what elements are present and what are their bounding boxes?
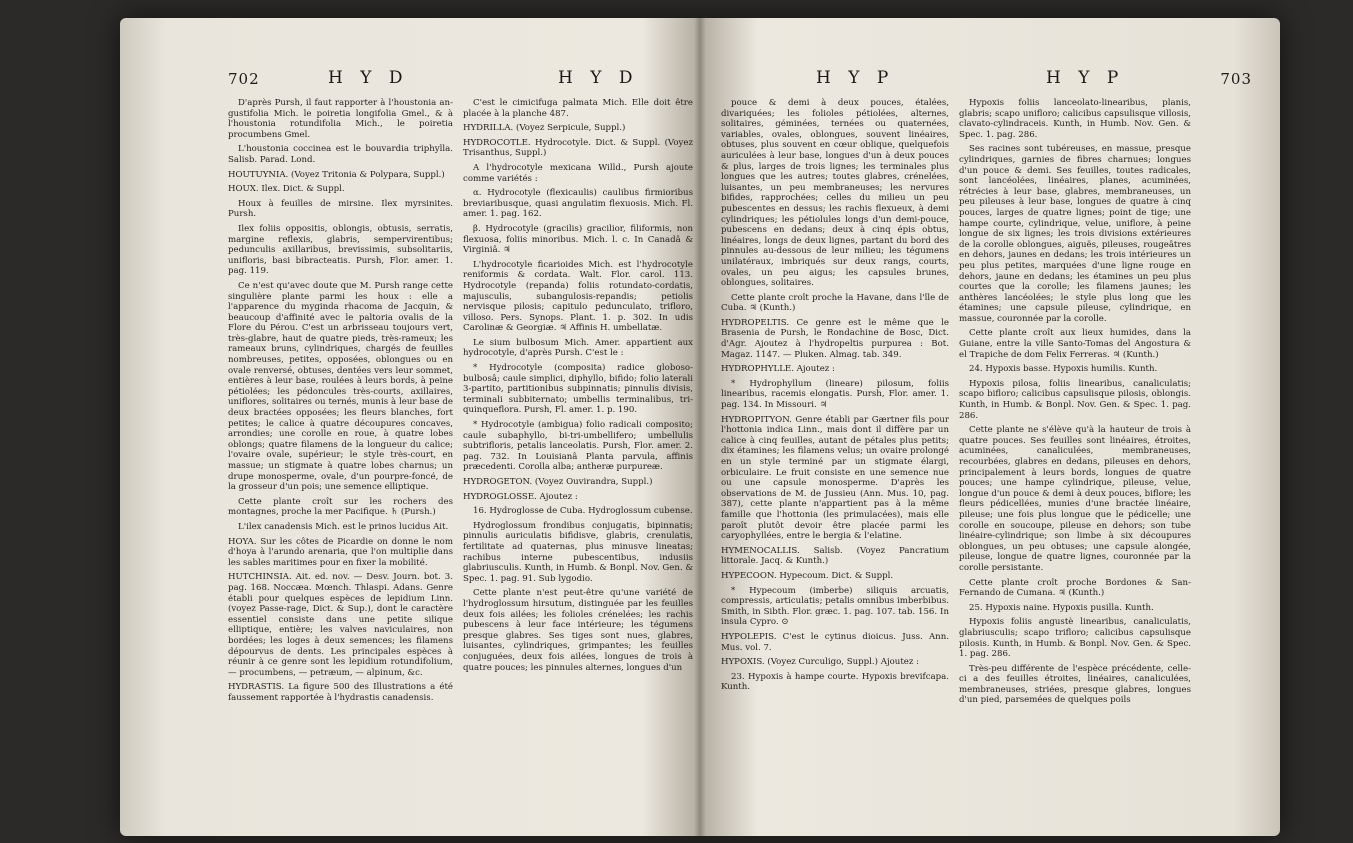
paragraph: L'houstonia coccinea est le bouvardia triphylla. Salisb. Parad. Lond. bbox=[228, 144, 453, 165]
paragraph: Cette plante ne s'élève qu'à la hauteur de trois à quatre pouces. Ses feuilles sont linéaires, étroites, acuminées, canaliculées, membraneuses, recourbées, glabres en dedans, pileuses en dehors, principalement à leurs bords, longues de quatre pouces; une hampe cylindrique, pileuse, velue, longue d'un pouce & demi à deux pouces, biflore; les fleurs pédicellées, munies d'une bractée linéaire, pileuse; une fois plus longue que le pédicelle; une corolle en soucoupe, pileuse en dehors; son tube linéaire-cylindrique; son limbe à six découpures oblongues, un peu obtuses; une capsule alongée, pileuse, longue de quatre lignes, couronnée par la corolle persistante. bbox=[959, 425, 1191, 573]
paragraph: 24. Hypoxis basse. Hypoxis humilis. Kunth. bbox=[969, 364, 1158, 375]
paragraph: HYMENOCALLIS. Salisb. (Voyez Pancratium littorale. Jacq. & Kunth.) bbox=[721, 545, 949, 567]
paragraph: HYDROPELTIS. Ce genre est le même que le Brasenia de Pursh, le Rondachine de Bosc, Dict. d'Agr. Ajoutez à l'hydropeltis purpurea : Bot. Magaz. 1147. — Pluken. Almag. tab. 349. bbox=[721, 317, 949, 360]
running-head-left bbox=[128, 68, 698, 98]
paragraph: Cette plante croît proche Bordones & San-Fernando de Cumana. ♃ (Kunth.) bbox=[959, 577, 1191, 599]
paragraph: A l'hydrocotyle mexicana Willd., Pursh ajoute comme variétés : bbox=[463, 162, 693, 184]
paragraph: 25. Hypoxis naine. Hypoxis pusilla. Kunth. bbox=[969, 602, 1154, 613]
paragraph: Hypoxis pilosa, foliis linearibus, canaliculatis; scapo bifloro; calicibus capsulisque pilosis, oblongis. Kunth, in Humb. & Bonpl. Nov. Gen. & Spec. 1. pag. 286. bbox=[959, 378, 1191, 421]
running-head-right bbox=[706, 68, 1272, 98]
running-head-word: H Y P bbox=[816, 68, 895, 88]
paragraph: C'est le cimicifuga palmata Mich. Elle doit être placée à la planche 487. bbox=[463, 98, 693, 119]
paragraph: Cette plante croît proche la Havane, dans l'île de Cuba. ♃ (Kunth.) bbox=[721, 292, 949, 314]
paragraph: HYPECOON. Hypecoum. Dict. & Suppl. bbox=[721, 570, 894, 581]
paragraph: Cette plante croît aux lieux humides, dans la Guiane, entre la ville Santo-Tomas del Angostura & el Trapiche de dom Felix Ferreras. ♃ (Kunth.) bbox=[959, 328, 1191, 360]
page-number-right: 703 bbox=[1220, 70, 1252, 88]
paragraph: * Hydrocotyle (composita) radice globoso-bulbosâ; caule simplici, diphyllo, bifido; folio laterali 3-partito, partitionibus subpinnatis; pinnulis divisis, terminali subbiternato; umbellis terminalibus, tri-quinqueflora. Pursh, Fl. amer. 1. p. 190. bbox=[463, 363, 693, 416]
paragraph: HOYA. Sur les côtes de Picardie on donne le nom d'hoya à l'arundo arenaria, que l'on multiplie dans les sables maritimes pour en fixer la mobilité. bbox=[228, 536, 453, 568]
paragraph: HYDROGLOSSE. Ajoutez : bbox=[463, 491, 578, 502]
paragraph: * Hydrophyllum (lineare) pilosum, foliis linearibus, racemis elongatis. Pursh, Flor. amer. 1. pag. 134. In Missouri. ♃ bbox=[721, 378, 949, 411]
running-head-word: H Y D bbox=[328, 68, 409, 88]
right-column-b bbox=[959, 98, 1191, 824]
paragraph: HYDRASTIS. La figure 500 des Illustrations a été faussement rapportée à l'hydrastis canadensis. bbox=[228, 682, 453, 703]
paragraph: 23. Hypoxis à hampe courte. Hypoxis brevifcapa. Kunth. bbox=[721, 671, 949, 693]
paragraph: Hydroglossum frondibus conjugatis, bipinnatis; pinnulis auriculatis bifidisve, glabris, crenulatis, fertilitate ad quaternas, plus minusve lineatas; rachibus interne pubescentibus, indusiis glabriusculis. Kunth, in Humb. & Bonpl. Nov. Gen. & Spec. 1. pag. 91. Sub lygodio. bbox=[463, 520, 693, 584]
paragraph: Ce n'est qu'avec doute que M. Pursh range cette singulière plante parmi les houx : elle a l'apparence du myginda rhacoma de Jacquin, & beaucoup d'affinité avec le paltoria ovalis de la Flore du Pérou. C'est un arbrisseau toujours vert, très-glabre, haut de quatre pieds, très-rameux; les rameaux bruns, cylindriques, chargés de feuilles nombreuses, petites, opposées, oblongues ou en ovale renversé, obtuses, dentées vers leur sommet, entières à leur base, roulées à leurs bords, à peine pétiolées; les pédoncules très-courts, axillaires, uniflores, solitaires ou ternés, munis à leur base de deux bractées opposées; les fleurs blanches, fort petites; le calice à quatre découpures concaves, arrondies; une corolle en roue, à quatre lobes oblongs; quatre filamens de la longueur du calice; l'ovaire ovale, supérieur; le style très-court, en massue; un stigmate à quatre lobes charnus; un drupe monosperme, ovale, d'un pourpre-foncé, de la grosseur d'un pois; une semence elliptique. bbox=[228, 280, 453, 493]
paragraph: Hypoxis foliis angustè linearibus, canaliculatis, glabriusculis; scapo trifloro; calicibus capsulisque pilosis. Kunth, in Humb. & Bonpl. Nov. Gen. & Spec. 1. pag. 286. bbox=[959, 617, 1191, 660]
paragraph: Ses racines sont tubéreuses, en massue, presque cylindriques, garnies de fibres charnues; longues d'un pouce & demi. Ses feuilles, toutes radicales, sont lancéolées, linéaires, planes, acuminées, rétrécies à leur base, glabres, membraneuses, un peu pileuses à leur base, longues de quatre à cinq pouces, larges de quatre lignes; point de tige; une hampe courte, cylindrique, velue, uniflore, à peine longue de six lignes; les trois divisions extérieures de la corolle oblongues, aiguës, pileuses, rougeâtres en dehors, jaunes en dedans; les trois intérieures un peu plus petites, marquées d'une ligne rouge en dehors, jaune en dedans; les étamines un peu plus courtes que la corolle; les filamens jaunes; les anthères lancéolées; le style plus long que les étamines; une capsule pileuse, cylindrique, en massue, couronnée par la corolle. bbox=[959, 144, 1191, 324]
paragraph: HUTCHINSIA. Ait. ed. nov. — Desv. Journ. bot. 3. pag. 168. Noccæa. Mœnch. Thlaspi. Adans. Genre établi pour quelques espèces de lepidium Linn. (voyez Passe-rage, Dict. & Sup.), dont le caractère essentiel consiste dans une petite silique elliptique, entière; les valves naviculaires, non bordées; les loges à deux semences; les filamens dépourvus de dents. Les principales espèces à réunir à ce genre sont les lepidium rotundifolium, — procumbens, — petræum, — alpinum, &c. bbox=[228, 572, 453, 678]
paragraph: Le sium bulbosum Mich. Amer. appartient aux hydrocotyle, d'après Pursh. C'est le : bbox=[463, 337, 693, 359]
paragraph: HYPOXIS. (Voyez Curculigo, Suppl.) Ajoutez : bbox=[721, 657, 920, 668]
paragraph: α. Hydrocotyle (flexicaulis) caulibus firmioribus breviaribusque, quasi angulatim flexuosis. Mich. Fl. amer. 1. pag. 162. bbox=[463, 188, 693, 220]
left-column-b bbox=[463, 98, 693, 824]
paragraph: HYPOLEPIS. C'est le cytinus dioicus. Juss. Ann. Mus. vol. 7. bbox=[721, 631, 949, 653]
paragraph: * Hydrocotyle (ambigua) folio radicali composito; caule subaphyllo, bi-tri-umbellifero; umbellulis subtrifloris, petalis lanceolatis. Pursh, Flor. amer. 2. pag. 732. In Louisianâ Planta parvula, affinis præcedenti. Corolla alba; antheræ purpureæ. bbox=[463, 420, 693, 473]
right-column-a bbox=[721, 98, 949, 824]
paragraph: Cette plante croît sur les rochers des montagnes, proche la mer Pacifique. ♄ (Pursh.) bbox=[228, 496, 453, 518]
paragraph: * Hypecoum (imberbe) siliquis arcuatis, compressis, articulatis; petalis omnibus imberbibus. Smith, in Sibth. Flor. græc. 1. pag. 107. tab. 156. In insula Cypro. ⊙ bbox=[721, 585, 949, 628]
open-book bbox=[120, 18, 1280, 836]
paragraph: HYDRILLA. (Voyez Serpicule, Suppl.) bbox=[463, 123, 626, 134]
paragraph: D'après Pursh, il faut rapporter à l'houstonia an-gustifolia Mich. le poiretia longifolia Gmel., & à l'houstonia rotundifolia Mich., le poiretia procumbens Gmel. bbox=[228, 98, 453, 140]
paragraph: β. Hydrocotyle (gracilis) gracilior, filiformis, non flexuosa, foliis minoribus. Mich. l. c. In Canadâ & Virginiâ. ♃ bbox=[463, 223, 693, 256]
paragraph: Hypoxis foliis lanceolato-linearibus, planis, glabris; scapo unifloro; calicibus capsulisque villosis, clavato-cylindraceis. Kunth, in Humb. Nov. Gen. & Spec. 1. pag. 286. bbox=[959, 98, 1191, 140]
paragraph: HOUTUYNIA. (Voyez Tritonia & Polypara, Suppl.) bbox=[228, 169, 445, 180]
paragraph: HYDROGETON. (Voyez Ouvirandra, Suppl.) bbox=[463, 477, 653, 487]
left-column-a bbox=[228, 98, 453, 824]
paragraph: L'hydrocotyle ficarioides Mich. est l'hydrocotyle reniformis & cordata. Walt. Flor. carol. 113. Hydrocotyle (repanda) foliis rotundato-cordatis, majusculis, subangulosis-repandis; petiolis nervisque pilosis; capitulo pedunculato, trifloro, villoso. Pers. Synops. Plant. 1. p. 302. In udis Carolinæ & Georgiæ. ♃ Affinis H. umbellatæ. bbox=[463, 259, 693, 334]
paragraph: pouce & demi à deux pouces, étalées, divariquées; les folioles pétiolées, alternes, solitaires, géminées, ternées ou quaternées, variables, ovales, oblongues, souvent linéaires, obtuses, plus souvent en cœur oblique, quelquefois auriculées à leur base, longues d'un à deux pouces & plus, larges de trois lignes; les terminales plus longues que les autres; toutes glabres, crénelées, luisantes, un peu membraneuses; les nervures bifides, rapprochées; celles du milieu un peu pubescentes en dessus; les rachis flexueux, à demi cylindriques; les pétiolules longs d'un demi-pouce, pubescens en dedans; deux à cinq épis obtus, linéaires, longs de deux lignes, partant du bord des pinnules au-dessous de leur milieu; les tégumens unilatéraux, imbriqués sur deux rangs, courts, ovales, un peu aigus; les capsules brunes, oblongues, solitaires. bbox=[721, 98, 949, 289]
running-head-word: H Y D bbox=[558, 68, 639, 88]
paragraph: Houx à feuilles de mirsine. Ilex myrsinites. Pursh. bbox=[228, 198, 453, 220]
paragraph: Cette plante n'est peut-être qu'une variété de l'hydroglossum hirsutum, distinguée par les feuilles deux fois ailées; les folioles crénelées; les rachis pubescens à leur face intérieure; les tégumens presque glabres. Ses tiges sont nues, glabres, luisantes, cylindriques, grimpantes; les feuilles conjuguées, deux fois ailées, longues de trois à quatre pouces; les pinnules alternes, longues d'un bbox=[463, 588, 693, 673]
right-page bbox=[706, 18, 1272, 836]
paragraph: Très-peu différente de l'espèce précédente, celle-ci a des feuilles étroites, linéaires, canaliculées, membraneuses, striées, presque glabres, longues d'un pied, parsemées de quelques poils bbox=[959, 663, 1191, 706]
paragraph: Ilex foliis oppositis, oblongis, obtusis, serratis, margine reflexis, glabris, sempervirentibus; pedunculis axillaribus, brevissimis, subsolitariis, unifloris, basi bibracteatis. Pursh, Flor. amer. 1. pag. 119. bbox=[228, 223, 453, 277]
paragraph: HYDROPITYON. Genre établi par Gærtner fils pour l'hottonia indica Linn., mais dont il diffère par un calice à cinq feuilles, autant de pétales plus petits; dix étamines; les filamens velus; un ovaire prolongé en un style terminé par un stigmate élargi, orbiculaire. Le fruit consiste en une semence nue ou une capsule monosperme. D'après les observations de M. de Jussieu (Ann. Mus. 10, pag. 387), cette plante n'appartient pas à la même famille que l'hottonia (les primulacées), mais elle paroît plutôt devoir être placée parmi les caryophyllées, entre le bergia & l'elatine. bbox=[721, 414, 949, 542]
paragraph: HOUX. Ilex. Dict. & Suppl. bbox=[228, 184, 345, 195]
paragraph: L'ilex canadensis Mich. est le prinos lucidus Ait. bbox=[238, 521, 449, 532]
paragraph: HYDROPHYLLE. Ajoutez : bbox=[721, 364, 835, 375]
paragraph: 16. Hydroglosse de Cuba. Hydroglossum cubense. bbox=[473, 506, 693, 517]
left-page bbox=[128, 18, 698, 836]
running-head-word: H Y P bbox=[1046, 68, 1125, 88]
page-number-left: 702 bbox=[228, 70, 260, 88]
paragraph: HYDROCOTLE. Hydrocotyle. Dict. & Suppl. (Voyez Trisanthus, Suppl.) bbox=[463, 137, 693, 159]
